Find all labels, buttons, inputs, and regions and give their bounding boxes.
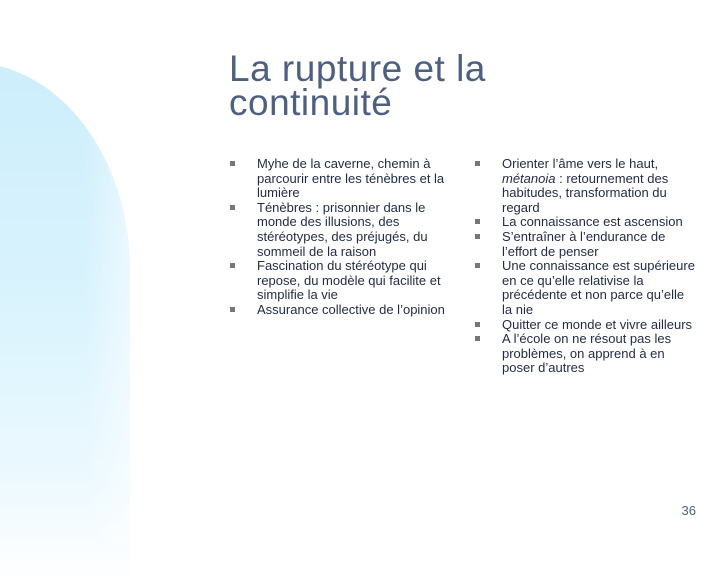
list-item xyxy=(257,201,447,259)
list-item xyxy=(502,157,697,215)
bullet-text: La connaissance est ascension xyxy=(502,214,683,230)
square-bullet-icon xyxy=(475,322,480,327)
list-item xyxy=(257,303,447,318)
square-bullet-icon xyxy=(475,336,480,341)
bullet-text: Une connaissance est supérieure en ce qu’elle relativise la précédente et non parce qu’elle la nie xyxy=(502,258,695,317)
square-bullet-icon xyxy=(475,219,480,224)
square-bullet-icon xyxy=(475,234,480,239)
bullet-text-emphasis: métanoia xyxy=(502,170,556,186)
bullet-text: S’entraîner à l’endurance de l’effort de penser xyxy=(502,228,666,259)
list-item xyxy=(502,230,697,259)
bullet-text: Assurance collective de l’opinion xyxy=(257,301,445,317)
square-bullet-icon xyxy=(230,263,235,268)
bullet-text-prefix: Orienter l’âme vers le haut, xyxy=(502,156,659,171)
background-fade xyxy=(0,62,140,542)
slide-title-line-1: La rupture et la xyxy=(229,48,486,89)
slide-title xyxy=(229,48,629,123)
list-item xyxy=(257,157,447,201)
list-item xyxy=(502,215,697,230)
square-bullet-icon xyxy=(475,263,480,268)
bullet-text: Fascination du stéréotype qui repose, du modèle qui facilite et simplifie la vie xyxy=(257,258,441,303)
square-bullet-icon xyxy=(475,161,480,166)
square-bullet-icon xyxy=(230,161,235,166)
bullet-text: Myhe de la caverne, chemin à parcourir entre les ténèbres et la lumière xyxy=(257,156,445,201)
list-item xyxy=(502,259,697,317)
square-bullet-icon xyxy=(230,307,235,312)
bullet-text: Quitter ce monde et vivre ailleurs xyxy=(502,316,693,332)
list-item xyxy=(502,332,697,376)
square-bullet-icon xyxy=(230,205,235,210)
page-number: 36 xyxy=(681,503,696,518)
bullet-text: Ténèbres : prisonnier dans le monde des illusions, des stéréotypes, des préjugés, du sommeil de la raison xyxy=(257,199,428,259)
list-item xyxy=(502,318,697,333)
slide-title-line-2: continuité xyxy=(229,82,393,123)
list-item xyxy=(257,259,447,303)
bullet-text: A l’école on ne résout pas les problèmes, on apprend à en poser d’autres xyxy=(502,331,672,376)
right-bullet-list xyxy=(502,157,697,376)
left-bullet-list xyxy=(257,157,447,318)
bullet-text-suffix: : retournement des habitudes, transformation du regard xyxy=(502,170,669,215)
